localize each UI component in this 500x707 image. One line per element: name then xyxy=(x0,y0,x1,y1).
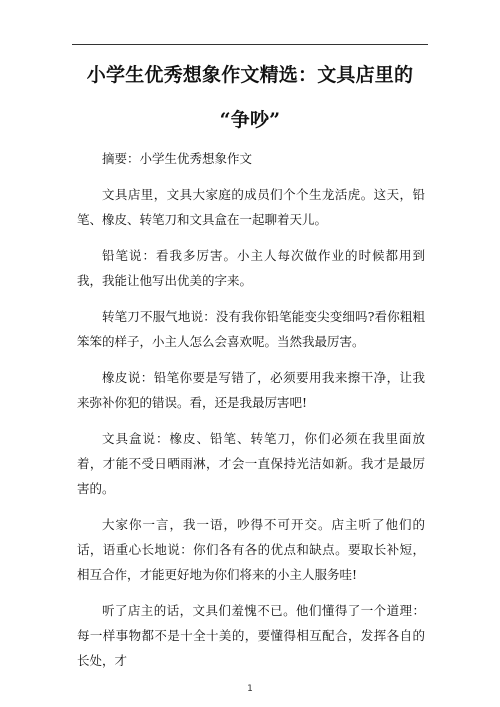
article-body xyxy=(77,146,425,684)
body-paragraph: 听了店主的话，文具们羞愧不已。他们懂得了一个道理：每一样事物都不是十全十美的，要懂得相互配合，发挥各自的长处，才 xyxy=(77,603,425,668)
page-number: 1 xyxy=(247,684,253,694)
header-rule xyxy=(72,44,428,45)
body-paragraph: 转笔刀不服气地说：没有我你铅笔能变尖变细吗?看你粗粗笨笨的样子，小主人怎么会喜欢呢。当然我最厉害。 xyxy=(77,309,425,349)
page-title-line-1: 小学生优秀想象作文精选：文具店里的 xyxy=(86,64,414,86)
body-paragraph: 橡皮说：铅笔你要是写错了，必须要用我来擦干净，让我来弥补你犯的错误。看，还是我最厉害吧! xyxy=(77,370,425,410)
body-paragraph: 大家你一言，我一语，吵得不可开交。店主听了他们的话，语重心长地说：你们各有各的优点和缺点。要取长补短，相互合作，才能更好地为你们将来的小主人服务哇! xyxy=(77,517,425,582)
body-paragraph: 铅笔说：看我多厉害。小主人每次做作业的时候都用到我，我能让他写出优美的字来。 xyxy=(77,248,425,288)
body-paragraph: 文具店里，文具大家庭的成员们个个生龙活虎。这天，铅笔、橡皮、转笔刀和文具盒在一起聊着天儿。 xyxy=(77,187,425,227)
body-paragraph: 文具盒说：橡皮、铅笔、转笔刀，你们必须在我里面放着，才能不受日晒雨淋，才会一直保持光洁如新。我才是最厉害的。 xyxy=(77,431,425,496)
page-title-line-2: “争吵” xyxy=(219,109,281,131)
abstract-paragraph: 摘要：小学生优秀想象作文 xyxy=(102,151,253,166)
